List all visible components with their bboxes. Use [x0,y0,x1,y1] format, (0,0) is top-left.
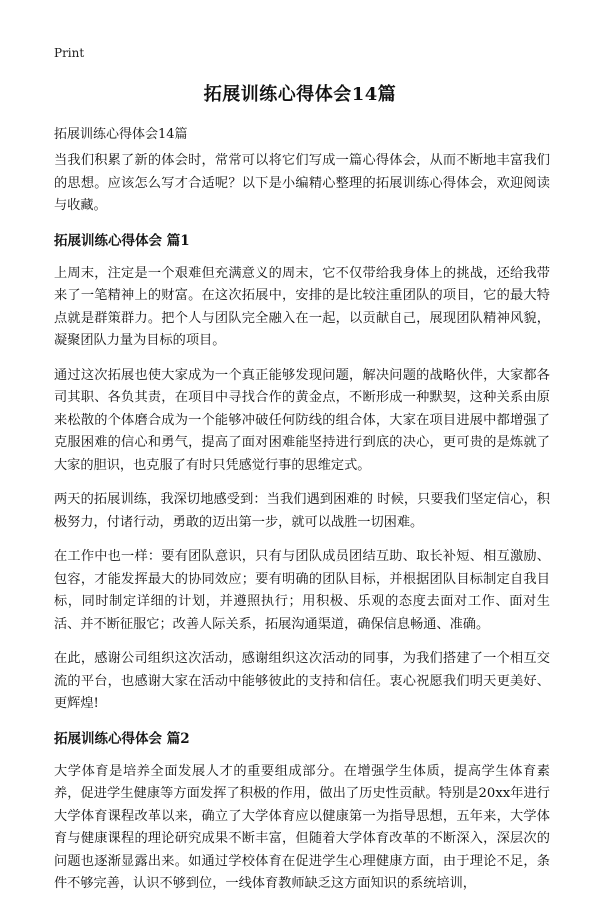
section-1-paragraph: 两天的拓展训练，我深切地感受到：当我们遇到困难的 时候，只要我们坚定信心，积极努力，付诸行动，勇敢的迈出第一步，就可以战胜一切困难。 [54,492,550,530]
section-2-heading: 拓展训练心得体会 篇2 [54,730,190,747]
intro-paragraph: 当我们积累了新的体会时，常常可以将它们写成一篇心得体会，从而不断地丰富我们的思想。应该怎么写才合适呢？以下是小编精心整理的拓展训练心得体会，欢迎阅读与收藏。 [54,153,550,213]
document-body [54,150,550,908]
print-label: Print [54,46,85,60]
section-1-paragraph: 在此，感谢公司组织这次活动，感谢组织这次活动的同事，为我们搭建了一个相互交流的平台，也感谢大家在活动中能够彼此的支持和信任。衷心祝愿我们明天更美好、更辉煌! [54,651,550,711]
section-2-paragraph: 大学体育是培养全面发展人才的重要组成部分。在增强学生体质，提高学生体育素养，促进学生健康等方面发挥了积极的作用，做出了历史性贡献。特别是20xx年进行大学体育课程改革以来，确立了大学体育应以健康第一为指导思想，五年来，大学体育与健康课程的理论研究成果不断丰富，但随着大学体育改革的不断深入，深层次的问题也逐渐显露出来。如通过学校体育在促进学生心理健康方面，由于理论不足，条件不够完善，认识不够到位，一线体育教师缺乏这方面知识的系统培训， [54,763,550,891]
section-1-paragraph: 上周末，注定是一个艰难但充满意义的周末，它不仅带给我身体上的挑战，还给我带来了一笔精神上的财富。在这次拓展中，安排的是比较注重团队的项目，它的最大特点就是群策群力。把个人与团队完全融入在一起，以贡献自己，展现团队精神风貌，凝聚团队力量为目标的项目。 [54,265,550,348]
document-title: 拓展训练心得体会14篇 [203,84,397,105]
document-subtitle: 拓展训练心得体会14篇 [54,127,188,142]
section-1-heading: 拓展训练心得体会 篇1 [54,232,190,249]
section-1-paragraph: 通过这次拓展也使大家成为一个真正能够发现问题，解决问题的战略伙伴，大家都各司其职、各负其责，在项目中寻找合作的黄金点，不断形成一种默契，这种关系由原来松散的个体磨合成为一个能够冲破任何防线的组合体，大家在项目进展中都增强了克服困难的信心和勇气，提高了面对困难能坚持进行到底的决心，更可贵的是炼就了大家的胆识，也克服了有时只凭感觉行事的思维定式。 [54,367,550,473]
section-1-paragraph: 在工作中也一样：要有团队意识，只有与团队成员团结互助、取长补短、相互激励、包容，才能发挥最大的协同效应；要有明确的团队目标，并根据团队目标制定自我目标，同时制定详细的计划，并遵照执行；用积极、乐观的态度去面对工作、面对生活、并不断征服它；改善人际关系，拓展沟通渠道，确保信息畅通、准确。 [54,549,550,632]
